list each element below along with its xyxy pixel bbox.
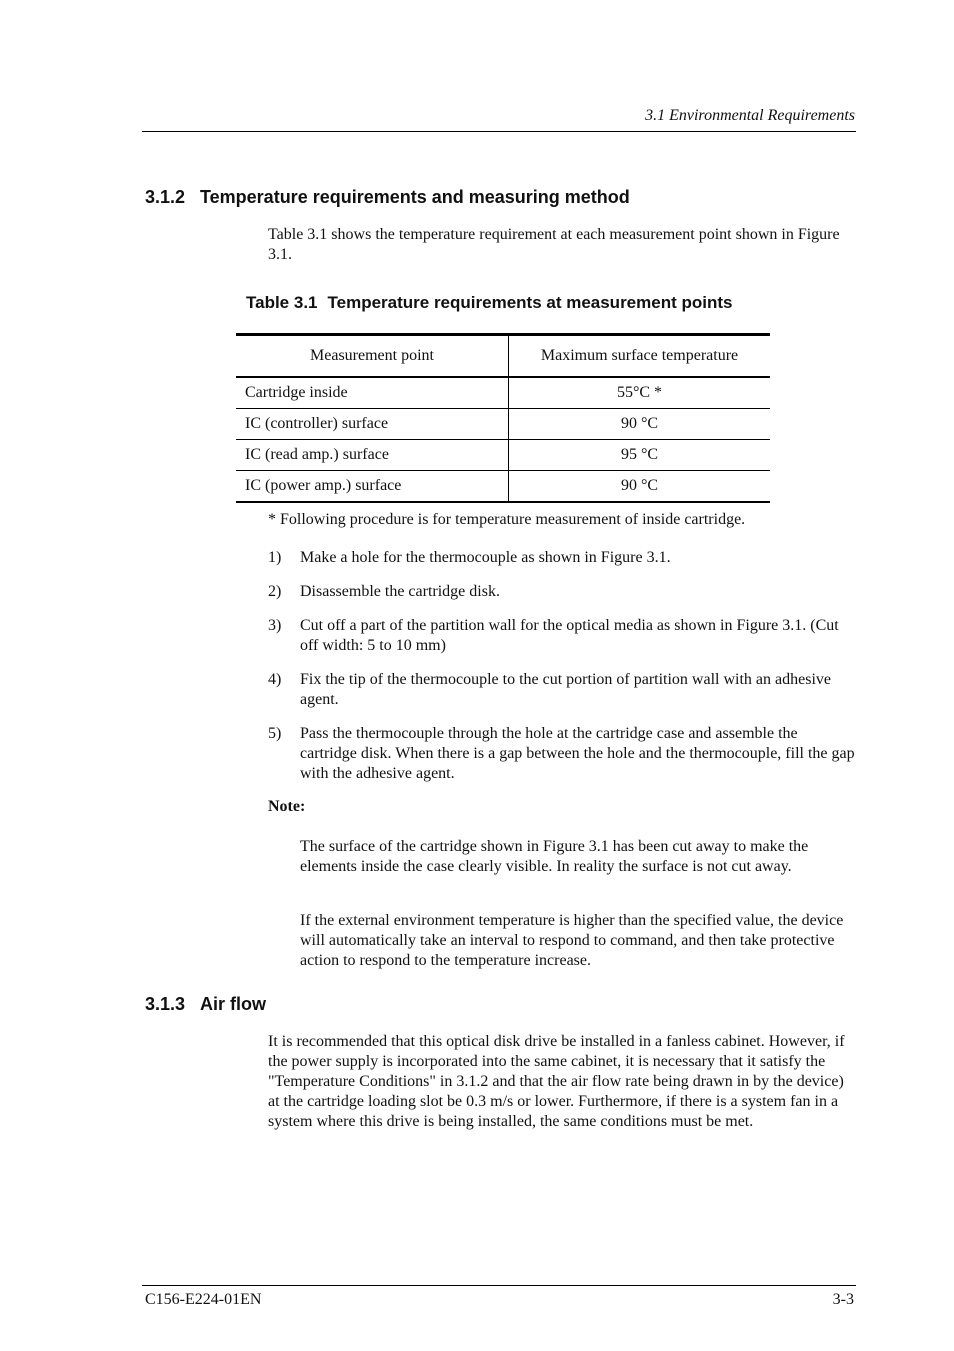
section-title: Temperature requirements and measuring method — [200, 187, 630, 207]
note-label: Note: — [268, 798, 306, 815]
table-footnote: * Following procedure is for temperature measurement of inside cartridge. — [268, 511, 746, 528]
section-heading-3-1-3 — [145, 994, 266, 1015]
table-row — [236, 440, 770, 471]
step-text: Disassemble the cartridge disk. — [300, 583, 500, 600]
step-marker: 1) — [268, 549, 282, 566]
step-marker: 5) — [268, 725, 282, 742]
list-item — [268, 724, 858, 784]
list-item — [268, 616, 858, 656]
footer-page-number: 3-3 — [832, 1291, 854, 1308]
table-caption — [246, 293, 732, 313]
section-title: Air flow — [200, 994, 266, 1014]
table-row — [236, 471, 770, 503]
column-header: Maximum surface temperature — [509, 335, 771, 378]
measurement-point-cell: Cartridge inside — [236, 377, 509, 409]
max-temperature-cell: 55°C * — [509, 377, 771, 409]
table-header-row — [236, 335, 770, 378]
table-caption-title: Temperature requirements at measurement points — [327, 293, 733, 312]
procedure-steps — [268, 548, 858, 798]
list-item — [268, 582, 858, 602]
section-number: 3.1.2 — [145, 187, 186, 207]
table-caption-number: Table 3.1 — [246, 293, 318, 312]
section-number: 3.1.3 — [145, 994, 186, 1014]
step-text: Pass the thermocouple through the hole at the cartridge case and assemble the cartridge disk. When there is a gap between the hole and the thermocouple, fill the gap with the adhesive agent. — [300, 725, 855, 782]
max-temperature-cell: 95 °C — [509, 440, 771, 471]
step-marker: 3) — [268, 617, 282, 634]
table-row — [236, 409, 770, 440]
step-marker: 2) — [268, 583, 282, 600]
note-paragraph: If the external environment temperature is higher than the specified value, the device will automatically take an interval to respond to command, and then take protective action to respond to the temperature increase. — [300, 912, 844, 969]
header-rule — [142, 131, 856, 132]
measurement-point-cell: IC (controller) surface — [236, 409, 509, 440]
airflow-paragraph: It is recommended that this optical disk drive be installed in a fanless cabinet. However, if the power supply is incorporated into the same cabinet, it is necessary that it satisfy the "Temperature Conditions" in 3.1.2 and that the air flow rate being drawn in by the device) at the cartridge loading slot be 0.3 m/s or lower. Furthermore, if there is a system fan in a system where this drive is being installed, the same conditions must be met. — [268, 1033, 845, 1130]
step-text: Cut off a part of the partition wall for the optical media as shown in Figure 3.1. (Cut off width: 5 to 10 mm) — [300, 617, 839, 654]
list-item — [268, 670, 858, 710]
table-row — [236, 377, 770, 409]
running-header: 3.1 Environmental Requirements — [645, 107, 855, 124]
step-marker: 4) — [268, 671, 282, 688]
measurement-point-cell: IC (read amp.) surface — [236, 440, 509, 471]
step-text: Fix the tip of the thermocouple to the cut portion of partition wall with an adhesive agent. — [300, 671, 831, 708]
section-heading-3-1-2 — [145, 187, 630, 208]
footer-doc-code: C156-E224-01EN — [145, 1291, 262, 1308]
intro-paragraph: Table 3.1 shows the temperature requirement at each measurement point shown in Figure 3.1. — [268, 226, 840, 263]
measurement-point-cell: IC (power amp.) surface — [236, 471, 509, 503]
column-header: Measurement point — [236, 335, 509, 378]
note-paragraph: The surface of the cartridge shown in Figure 3.1 has been cut away to make the elements inside the case clearly visible. In reality the surface is not cut away. — [300, 838, 809, 875]
max-temperature-cell: 90 °C — [509, 471, 771, 503]
list-item — [268, 548, 858, 568]
temperature-table — [236, 333, 770, 503]
footer-rule — [142, 1285, 856, 1286]
step-text: Make a hole for the thermocouple as shown in Figure 3.1. — [300, 549, 671, 566]
max-temperature-cell: 90 °C — [509, 409, 771, 440]
